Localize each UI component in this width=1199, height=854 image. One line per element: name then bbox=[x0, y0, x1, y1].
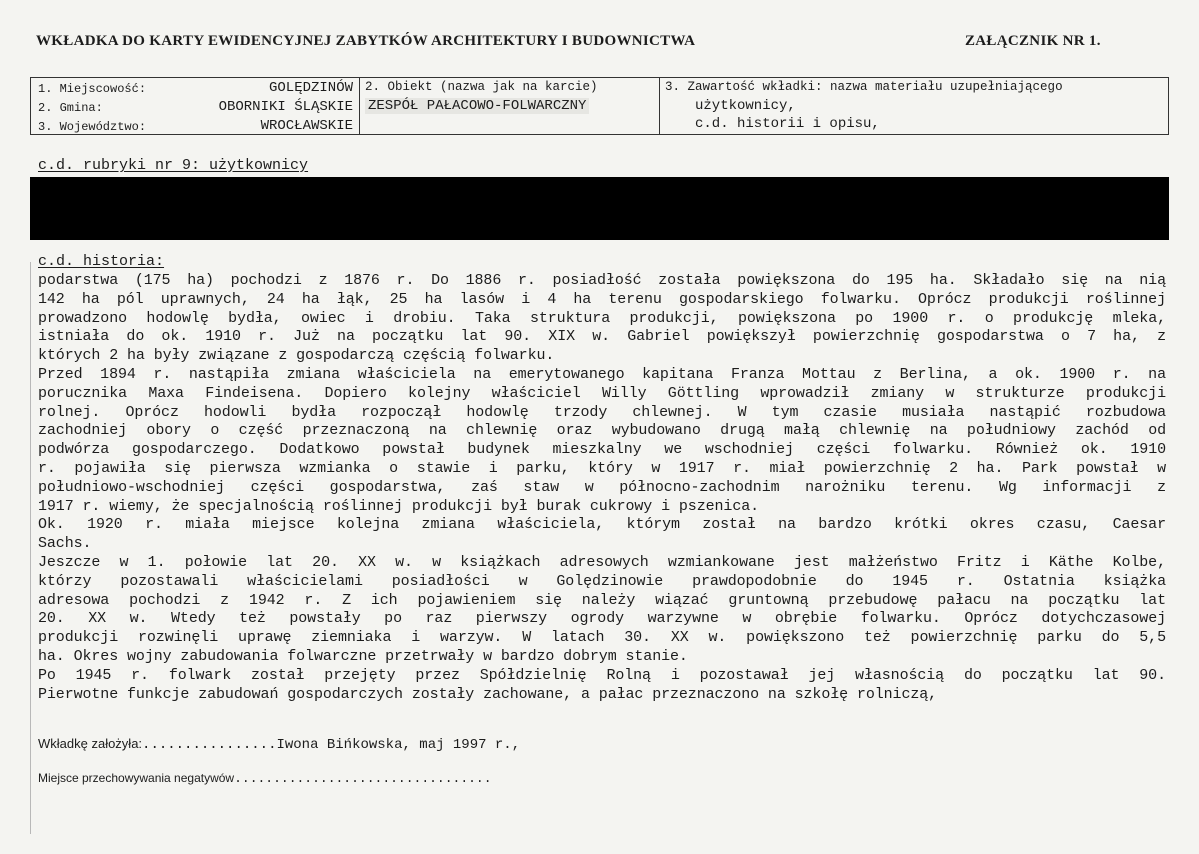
contents-line-2: c.d. historii i opisu, bbox=[695, 116, 880, 132]
history-line: 1917 r. wiemy, że specjalnością roślinnej produkcji był burak cukrowy i pszenica. bbox=[38, 497, 760, 515]
identification-table bbox=[30, 77, 1169, 135]
voivodeship-label: 3. Województwo: bbox=[38, 120, 147, 134]
voivodeship-value: WROCŁAWSKIE bbox=[260, 118, 353, 134]
history-line: Jeszcze w 1. połowie lat 20. XX w. w książkach adresowych wzmiankowane jest małżeństwo Fritz i Käthe Kolbe, bbox=[38, 553, 1166, 571]
negatives-line bbox=[38, 771, 492, 786]
history-line: podarstwa (175 ha) pochodzi z 1876 r. Do 1886 r. posiadłość została powiększona do 195 ha. Składało się na nią bbox=[38, 272, 1166, 289]
history-line: podwórza gospodarczego. Dodatkowo powstał budynek mieszkalny we wschodniej części folwarku. Również ok. 1910 bbox=[38, 441, 1166, 459]
history-line: 142 ha pól uprawnych, 24 ha łąk, 25 ha lasów i 4 ha terenu gospodarskiego folwarku. Oprócz produkcji roślinnej bbox=[38, 290, 1166, 308]
author-line bbox=[38, 736, 520, 753]
users-section-heading: c.d. rubryki nr 9: użytkownicy bbox=[38, 157, 309, 174]
locality-value: GOLĘDZINÓW bbox=[268, 80, 353, 96]
history-line: r. pojawiła się pierwsza wzmianka o stawie i parku, który w 1917 r. miał powierzchnię 2 ha. Park powstał w bbox=[38, 459, 1166, 477]
annex-number: ZAŁĄCZNIK NR 1. bbox=[965, 33, 1101, 49]
history-line: Przed 1894 r. nastąpiła zmiana właściciela na emerytowanego kapitana Franza Mottau z Berlina, a ok. 1900 r. na bbox=[38, 365, 1166, 383]
history-line: którzy pozostawali właścicielami posiadłości w Golędzinowie prawdopodobnie do 1945 r. Ostatnia książka bbox=[38, 572, 1166, 590]
location-cell bbox=[31, 78, 360, 134]
history-line: adresowa pochodzi z 1942 r. Z ich pojawieniem się należy wiązać gruntowną przebudowę pałacu na początku lat bbox=[38, 591, 1166, 609]
commune-row bbox=[38, 98, 353, 117]
history-line: rolnej. Oprócz hodowli bydła rozpoczął hodowlę trzody chlewnej. W tym czasie musiała nastąpić rozbudowa bbox=[38, 403, 1166, 421]
document-title: WKŁADKA DO KARTY EWIDENCYJNEJ ZABYTKÓW ARCHITEKTURY I BUDOWNICTWA bbox=[36, 33, 696, 49]
history-heading: c.d. historia: bbox=[38, 253, 165, 270]
locality-label: 1. Miejscowość: bbox=[38, 82, 147, 96]
object-label: 2. Obiekt (nazwa jak na karcie) bbox=[365, 80, 598, 94]
history-line: których 2 ha były związane z gospodarczą częścią folwarku. bbox=[38, 347, 555, 365]
history-line: porucznika Maxa Findeisena. Dopiero kolejny właściciel Willy Göttling wprowadził zmiany w strukturze produkcji bbox=[38, 384, 1166, 402]
object-cell bbox=[359, 78, 660, 134]
author-dots: ................ bbox=[142, 737, 277, 753]
history-line: południowo-wschodniej części gospodarstwa, zaś staw w północno-zachodnim narożniku terenu. Wg informacji z bbox=[38, 478, 1166, 496]
history-line: Sachs. bbox=[38, 535, 92, 553]
contents-cell bbox=[659, 78, 1168, 134]
commune-value: OBORNIKI ŚLĄSKIE bbox=[218, 99, 353, 115]
history-line: ha. Okres wojny zabudowania folwarczne przetrwały w bardzo dobrym stanie. bbox=[38, 647, 688, 665]
contents-line-1: użytkownicy, bbox=[695, 98, 796, 114]
author-value: Iwona Bińkowska, maj 1997 r., bbox=[276, 737, 521, 753]
redaction-bar bbox=[30, 177, 1169, 240]
voivodeship-row bbox=[38, 117, 353, 136]
history-text bbox=[38, 272, 1166, 704]
author-label: Wkładkę założyła: bbox=[38, 736, 143, 751]
history-line: 20. XX w. Wtedy też powstały po raz pierwszy ogrody warzywne w obrębie folwarku. Oprócz dotychczasowej bbox=[38, 610, 1166, 628]
object-value: ZESPÓŁ PAŁACOWO-FOLWARCZNY bbox=[365, 98, 589, 114]
history-line: istniała do ok. 1910 r. Już na początku lat 90. XIX w. Gabriel powiększył powierzchnię gospodarstwa o 7 ha, z bbox=[38, 328, 1166, 346]
history-line: Pierwotne funkcje zabudowań gospodarczych zostały zachowane, a pałac przeznaczono na szkołę rolniczą, bbox=[38, 685, 938, 703]
history-line: Ok. 1920 r. miała miejsce kolejna zmiana właściciela, którym został na bardzo krótki okres czasu, Caesar bbox=[38, 516, 1166, 534]
negatives-dots: ................................. bbox=[234, 771, 492, 786]
locality-row bbox=[38, 79, 353, 98]
negatives-label: Miejsce przechowywania negatywów bbox=[38, 771, 235, 785]
contents-label: 3. Zawartość wkładki: nazwa materiału uzupełniającego bbox=[665, 80, 1063, 94]
history-line: produkcji rozwinęli uprawę ziemniaka i warzyw. W latach 30. XX w. powiększono też powierzchnię parku do 5,5 bbox=[38, 629, 1166, 647]
history-line: Po 1945 r. folwark został przejęty przez Spółdzielnię Rolną i pozostawał jej własnością do początku lat 90. bbox=[38, 666, 1166, 684]
commune-label: 2. Gmina: bbox=[38, 101, 103, 115]
history-line: zachodniej obory o część przeznaczoną na chlewnię oraz wybudowano drugą małą chlewnię na południowy zachód od bbox=[38, 422, 1166, 440]
history-line: prowadzono hodowlę bydła, owiec i drobiu. Taka struktura produkcji, powiększona po 1900 r. o produkcję mleka, bbox=[38, 309, 1166, 327]
